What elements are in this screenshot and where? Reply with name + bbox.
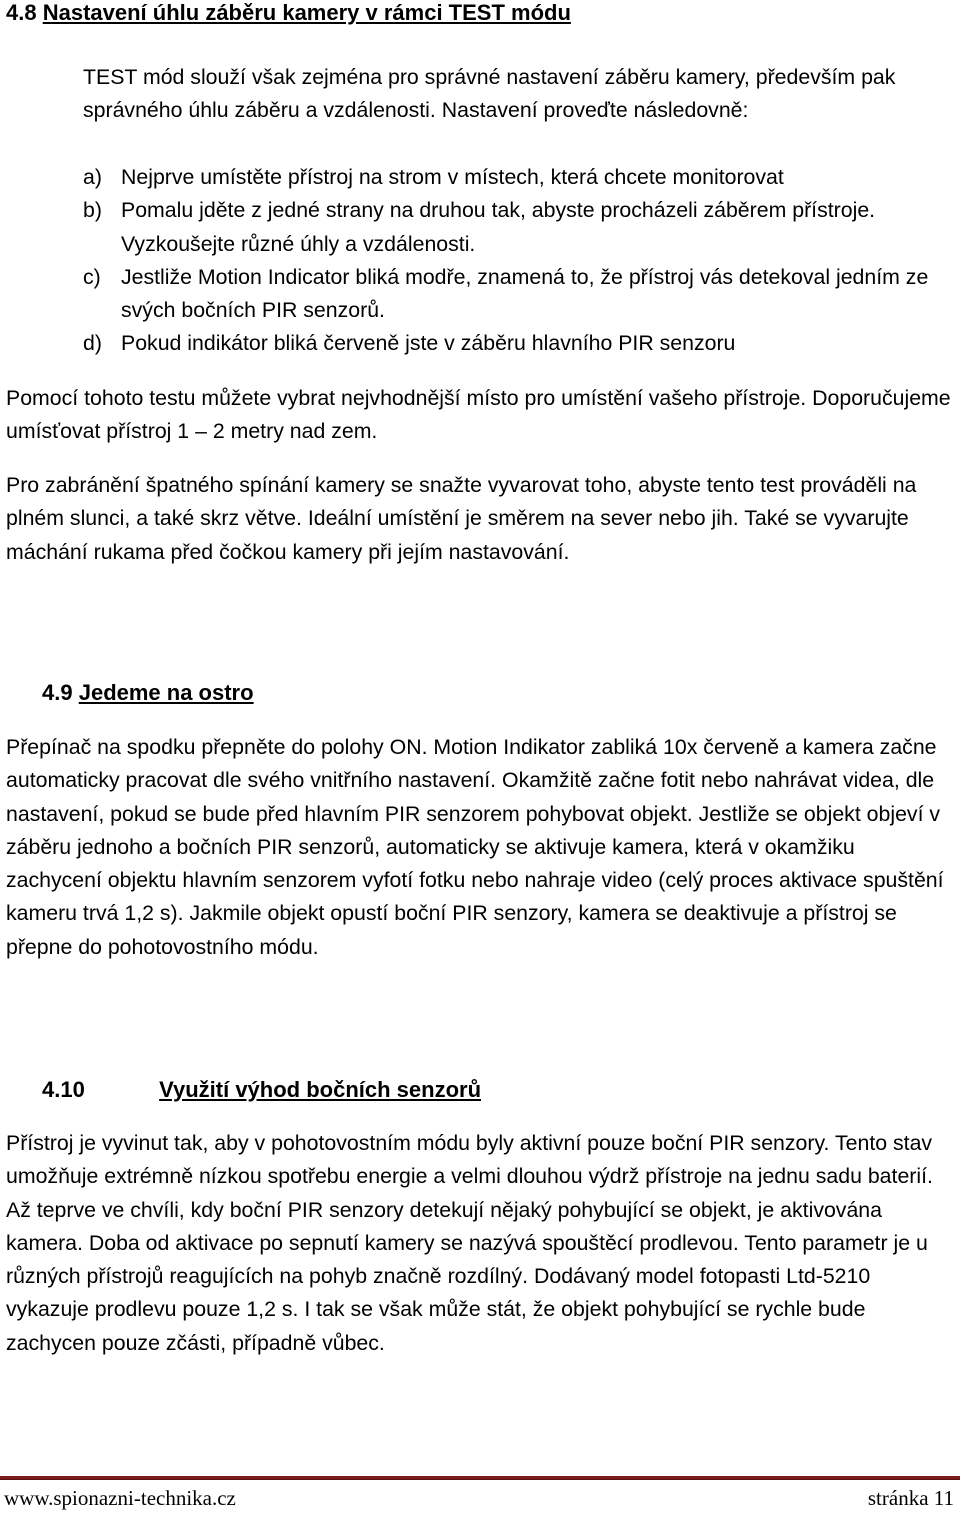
section-4-9-heading [42,680,254,706]
section-number: 4.9 [42,680,73,705]
footer-page-number: stránka 11 [867,1486,954,1510]
instruction-list [83,161,943,361]
list-item-text: Pomalu jděte z jedné strany na druhou tak, abyste procházeli záběrem přístroje. Vyzkoušejte různé úhly a vzdálenosti. [121,198,876,256]
section-4-10-heading [42,1077,481,1103]
list-item-text: Jestliže Motion Indicator bliká modře, znamená to, že přístroj vás detekoval jedním ze svých bočních PIR senzorů. [121,264,929,323]
list-item [83,194,943,261]
list-marker: a) [83,165,102,189]
list-marker: b) [83,198,102,223]
section-4-8-paragraph-1: Pomocí tohoto testu můžete vybrat nejvhodnější místo pro umístění vašeho přístroje. Doporučujeme umísťovat přístroj 1 – 2 metry nad zem. [6,386,951,444]
list-item [83,261,943,328]
list-item-text: Nejprve umístěte přístroj na strom v místech, která chcete monitorovat [121,165,784,189]
section-title: Jedeme na ostro [78,680,254,705]
section-title: Využití výhod bočních senzorů [159,1077,482,1102]
section-title: Nastavení úhlu záběru kamery v rámci TEST módu [42,0,571,25]
list-item [83,161,943,194]
section-4-8-intro: TEST mód slouží však zejména pro správné nastavení záběru kamery, především pak správného úhlu záběru a vzdálenosti. Nastavení proveďte následovně: [83,65,896,123]
section-number: 4.8 [6,0,37,25]
section-4-10-paragraph: Přístroj je vyvinut tak, aby v pohotovostním módu byly aktivní pouze boční PIR senzory. Tento stav umožňuje extrémně nízkou spotřebu energie a velmi dlouhou výdrž přístroje na jednu sadu baterií. Až teprve ve chvíli, kdy boční PIR senzory detekují nějaký pohybující se objekt, je aktivována kamera. Doba od aktivace po sepnutí kamery se nazývá spouštěcí prodlevou. Tento parametr je u různých přístrojů reagujících na pohyb značně rozdílný. Dodávaný model fotopasti Ltd-5210 vykazuje prodlevu pouze 1,2 s. I tak se však může stát, že objekt pohybující se rychle bude zachycen pouze zčásti, případně vůbec. [6,1131,933,1355]
section-4-8-heading [6,0,571,26]
list-marker: d) [83,331,102,356]
section-4-9-paragraph: Přepínač na spodku přepněte do polohy ON. Motion Indikator zabliká 10x červeně a kamera začne automaticky pracovat dle svého vnitřního nastavení. Okamžitě začne fotit nebo nahrávat videa, dle nastavení, pokud se bude před hlavním PIR senzorem pohybovat objekt. Jestliže se objekt objeví v záběru jednoho a bočních PIR senzorů, automaticky se aktivuje kamera, která v okamžiku zachycení objektu hlavním senzorem vyfotí fotku nebo nahraje video (celý proces aktivace spuštění kameru trvá 1,2 s). Jakmile objekt opustí boční PIR senzory, kamera se deaktivuje a přístroj se přepne do pohotovostního módu. [6,735,944,959]
list-item-text: Pokud indikátor bliká červeně jste v záběru hlavního PIR senzoru [121,331,736,356]
footer-divider [0,1476,960,1480]
section-4-8-paragraph-2: Pro zabránění špatného spínání kamery se snažte vyvarovat toho, abyste tento test prováděli na plném slunci, a také skrz větve. Ideální umístění je směrem na sever nebo jih. Také se vyvarujte máchání rukama před čočkou kamery při jejím nastavování. [6,473,917,564]
footer-website: www.spionazni-technika.cz [4,1486,236,1510]
list-marker: c) [83,264,101,289]
list-item [83,327,943,360]
section-number: 4.10 [42,1077,85,1102]
